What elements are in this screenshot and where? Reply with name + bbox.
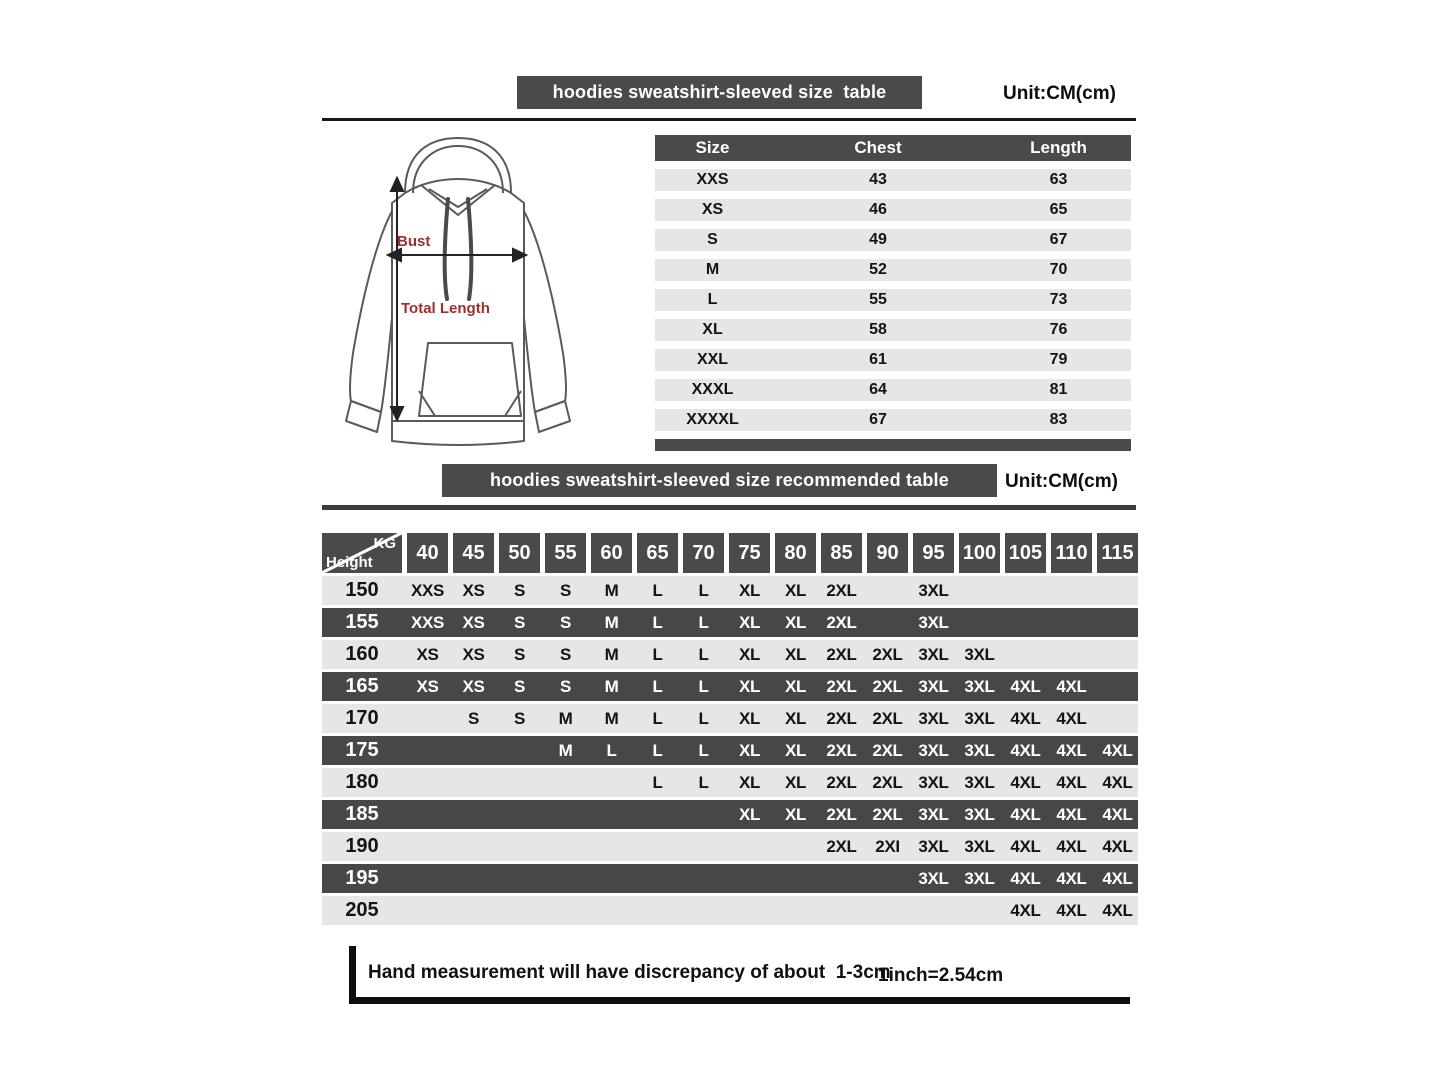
recommended-size-cell xyxy=(1005,608,1046,637)
weight-header-cell: 110 xyxy=(1051,533,1092,573)
recommended-size-cell xyxy=(407,736,448,765)
arrow-head-up xyxy=(391,178,403,191)
size-table-footer-bar xyxy=(655,439,1131,451)
recommended-size-cell xyxy=(867,608,908,637)
recommended-size-cell: 3XL xyxy=(964,709,995,728)
chest-cell: 52 xyxy=(869,261,887,278)
height-label-cell: 165 xyxy=(345,675,379,697)
weight-header-cell: 75 xyxy=(729,533,770,573)
corner-kg-label: KG xyxy=(373,535,396,552)
recommended-size-cell xyxy=(775,896,816,925)
recommended-size-cell: 4XL xyxy=(1010,901,1041,920)
recommended-size-cell: 2XL xyxy=(826,581,857,600)
recommended-size-cell xyxy=(545,832,586,861)
size-cell: M xyxy=(705,261,720,278)
column-header-chest: Chest xyxy=(854,138,902,157)
recommended-size-cell xyxy=(913,896,954,925)
recommended-size-cell xyxy=(545,896,586,925)
recommended-size-cell xyxy=(729,832,770,861)
weight-header-cell: 85 xyxy=(821,533,862,573)
recommended-size-cell: XL xyxy=(738,805,761,824)
recommended-size-cell: L xyxy=(698,677,709,696)
recommended-size-cell xyxy=(637,864,678,893)
recommended-size-cell xyxy=(453,832,494,861)
matrix-corner-cell xyxy=(322,533,402,573)
recommended-size-cell xyxy=(591,800,632,829)
recommended-size-cell xyxy=(1051,608,1092,637)
recommended-size-cell xyxy=(591,768,632,797)
recommended-size-cell xyxy=(499,864,540,893)
hoodie-pocket xyxy=(419,343,521,416)
matrix-row xyxy=(322,832,1138,861)
recommended-size-cell: 3XL xyxy=(918,709,949,728)
column-header-size: Size xyxy=(695,138,730,157)
recommended-size-cell: 4XL xyxy=(1102,773,1133,792)
weight-header-cell: 55 xyxy=(545,533,586,573)
recommended-size-cell: M xyxy=(604,645,619,664)
recommended-size-cell: L xyxy=(698,741,709,760)
recommended-size-cell xyxy=(821,896,862,925)
recommended-size-cell: XS xyxy=(462,581,485,600)
size-table-header-row xyxy=(655,135,1131,161)
recommended-size-cell xyxy=(1097,608,1138,637)
recommended-size-cell: 2XL xyxy=(872,709,903,728)
recommended-size-cell: XL xyxy=(784,773,807,792)
recommended-size-cell: 4XL xyxy=(1056,709,1087,728)
note-left-bar xyxy=(349,946,356,1004)
recommended-size-cell: S xyxy=(559,645,572,664)
size-cell: L xyxy=(707,291,718,308)
recommended-size-cell: XS xyxy=(462,645,485,664)
recommended-size-cell: 3XL xyxy=(964,773,995,792)
recommended-size-cell: 3XL xyxy=(964,805,995,824)
recommended-size-cell: XL xyxy=(784,677,807,696)
height-label-cell: 150 xyxy=(345,579,379,601)
recommended-size-cell: L xyxy=(698,581,709,600)
size-table xyxy=(655,135,1131,451)
recommended-size-cell: 2XL xyxy=(872,741,903,760)
length-cell: 83 xyxy=(1049,411,1068,428)
recommended-size-cell xyxy=(453,736,494,765)
recommended-size-cell: 2XI xyxy=(875,837,900,856)
matrix-body xyxy=(322,576,1138,925)
recommended-size-cell xyxy=(407,800,448,829)
weight-header-cell: 65 xyxy=(637,533,678,573)
recommended-size-cell xyxy=(1005,576,1046,605)
size-table-row xyxy=(655,409,1131,431)
matrix-row xyxy=(322,576,1138,605)
recommended-size-cell: L xyxy=(652,773,663,792)
measurement-note: Hand measurement will have discrepancy of about 1-3cm xyxy=(368,962,891,983)
recommended-size-cell: XL xyxy=(784,709,807,728)
recommended-size-cell: L xyxy=(698,613,709,632)
height-label-cell: 185 xyxy=(345,803,379,825)
size-cell: XXXL xyxy=(691,381,734,398)
recommended-size-cell: S xyxy=(513,645,526,664)
recommended-size-cell xyxy=(683,800,724,829)
size-table-title: hoodies sweatshirt-sleeved size table xyxy=(517,76,922,109)
chest-cell: 49 xyxy=(869,231,887,248)
recommended-size-cell: M xyxy=(604,581,619,600)
weight-header-cell: 100 xyxy=(959,533,1000,573)
recommended-size-cell: 4XL xyxy=(1056,741,1087,760)
recommended-size-cell: 4XL xyxy=(1056,837,1087,856)
recommended-size-cell xyxy=(729,864,770,893)
recommended-size-cell: L xyxy=(698,645,709,664)
recommended-size-cell: 3XL xyxy=(918,805,949,824)
weight-header-cell: 60 xyxy=(591,533,632,573)
length-cell: 76 xyxy=(1049,321,1068,338)
weight-header-cell: 105 xyxy=(1005,533,1046,573)
recommended-size-cell xyxy=(637,800,678,829)
inch-conversion-note: 1inch=2.54cm xyxy=(878,965,1004,986)
size-table-row xyxy=(655,169,1131,191)
weight-header-cell: 70 xyxy=(683,533,724,573)
recommended-size-cell: 2XL xyxy=(872,773,903,792)
recommended-size-cell xyxy=(453,800,494,829)
recommended-size-cell xyxy=(821,864,862,893)
recommended-size-cell: L xyxy=(698,773,709,792)
recommended-size-cell: S xyxy=(513,613,526,632)
recommended-size-cell xyxy=(499,896,540,925)
recommended-size-cell xyxy=(453,768,494,797)
bust-label: Bust xyxy=(397,233,431,250)
recommended-size-cell: 3XL xyxy=(964,645,995,664)
recommended-size-cell: 2XL xyxy=(826,645,857,664)
size-table-body xyxy=(655,169,1131,431)
recommended-size-cell: XXS xyxy=(410,581,445,600)
recommended-size-cell: 2XL xyxy=(826,613,857,632)
recommended-size-cell: 3XL xyxy=(918,741,949,760)
size-table-row xyxy=(655,319,1131,341)
recommended-size-cell: 2XL xyxy=(872,805,903,824)
recommended-size-cell: XS xyxy=(416,677,439,696)
recommended-size-cell: XL xyxy=(784,645,807,664)
recommended-size-cell xyxy=(1097,672,1138,701)
recommended-size-cell: 4XL xyxy=(1010,773,1041,792)
recommended-size-cell xyxy=(867,576,908,605)
matrix-row xyxy=(322,864,1138,893)
recommended-size-cell: 3XL xyxy=(964,837,995,856)
recommended-size-cell: 4XL xyxy=(1010,741,1041,760)
recommended-size-cell: 3XL xyxy=(918,837,949,856)
recommended-size-cell xyxy=(1051,640,1092,669)
recommended-size-cell: 3XL xyxy=(964,677,995,696)
recommended-size-cell: S xyxy=(559,613,572,632)
recommended-size-cell: XL xyxy=(738,581,761,600)
weight-header-cell: 80 xyxy=(775,533,816,573)
recommended-size-cell: 2XL xyxy=(826,805,857,824)
recommended-size-cell: 2XL xyxy=(826,773,857,792)
recommended-size-cell: S xyxy=(559,581,572,600)
note-bottom-line xyxy=(349,997,1130,1004)
recommended-size-cell xyxy=(591,864,632,893)
recommended-size-cell xyxy=(407,704,448,733)
recommended-size-cell: XL xyxy=(784,741,807,760)
size-cell: XS xyxy=(701,201,724,218)
matrix-row xyxy=(322,800,1138,829)
recommended-size-cell xyxy=(775,832,816,861)
recommended-size-cell xyxy=(1005,640,1046,669)
recommended-size-cell: 3XL xyxy=(964,741,995,760)
length-cell: 70 xyxy=(1049,261,1068,278)
size-table-row xyxy=(655,259,1131,281)
recommended-size-cell: 3XL xyxy=(918,773,949,792)
recommended-size-cell xyxy=(775,864,816,893)
recommended-size-cell: M xyxy=(604,709,619,728)
recommended-size-cell: XL xyxy=(784,581,807,600)
recommended-size-cell: 2XL xyxy=(872,645,903,664)
recommended-size-cell: 4XL xyxy=(1102,805,1133,824)
recommended-size-cell: S xyxy=(513,709,526,728)
recommended-size-cell xyxy=(499,736,540,765)
size-table-unit-label: Unit:CM(cm) xyxy=(1003,83,1116,104)
recommended-size-cell: 2XL xyxy=(826,677,857,696)
recommended-size-cell xyxy=(683,864,724,893)
length-cell: 65 xyxy=(1049,201,1068,218)
recommended-size-cell: L xyxy=(652,645,663,664)
recommended-size-matrix xyxy=(322,533,1138,925)
recommended-size-cell xyxy=(637,832,678,861)
recommended-size-cell xyxy=(683,832,724,861)
size-table-row xyxy=(655,289,1131,311)
chest-cell: 55 xyxy=(869,291,887,308)
recommended-size-cell: XS xyxy=(416,645,439,664)
height-label-cell: 175 xyxy=(345,739,379,761)
recommended-size-cell: 3XL xyxy=(918,677,949,696)
height-label-cell: 180 xyxy=(345,771,379,793)
recommended-size-cell: M xyxy=(604,613,619,632)
matrix-row xyxy=(322,896,1138,925)
recommended-size-cell xyxy=(407,896,448,925)
height-label-cell: 160 xyxy=(345,643,379,665)
recommended-size-cell xyxy=(499,832,540,861)
recommended-size-cell: 4XL xyxy=(1056,773,1087,792)
recommended-size-cell xyxy=(1097,640,1138,669)
height-label-cell: 205 xyxy=(345,899,379,921)
recommended-size-cell: XL xyxy=(784,805,807,824)
size-cell: S xyxy=(707,231,718,248)
recommended-size-cell: 4XL xyxy=(1056,805,1087,824)
height-label-cell: 170 xyxy=(345,707,379,729)
recommended-size-cell: 4XL xyxy=(1056,677,1087,696)
recommended-size-cell xyxy=(683,896,724,925)
size-cell: XL xyxy=(702,321,723,338)
recommended-size-cell: 4XL xyxy=(1102,901,1133,920)
length-cell: 73 xyxy=(1049,291,1068,308)
recommended-size-cell: L xyxy=(698,709,709,728)
size-table-row xyxy=(655,379,1131,401)
recommended-size-cell: 4XL xyxy=(1056,869,1087,888)
chest-cell: 61 xyxy=(869,351,887,368)
recommended-size-cell: XS xyxy=(462,613,485,632)
recommended-size-cell: 4XL xyxy=(1102,869,1133,888)
hoodie-hem-band xyxy=(392,421,524,445)
recommended-size-cell xyxy=(867,896,908,925)
matrix-row xyxy=(322,608,1138,637)
recommended-size-cell: 3XL xyxy=(918,581,949,600)
chest-cell: 67 xyxy=(869,411,887,428)
matrix-row xyxy=(322,672,1138,701)
recommended-size-cell xyxy=(591,896,632,925)
height-label-cell: 195 xyxy=(345,867,379,889)
chest-cell: 58 xyxy=(869,321,887,338)
recommended-size-cell: M xyxy=(558,709,573,728)
recommended-size-cell: XL xyxy=(738,741,761,760)
recommended-size-cell: L xyxy=(652,581,663,600)
matrix-header-row xyxy=(322,533,1138,573)
recommended-size-cell: 3XL xyxy=(918,869,949,888)
matrix-row xyxy=(322,768,1138,797)
divider-line-top xyxy=(322,118,1136,121)
weight-header-cell: 40 xyxy=(407,533,448,573)
chest-cell: 43 xyxy=(869,171,887,188)
recommended-size-cell: S xyxy=(513,581,526,600)
recommended-size-cell xyxy=(959,896,1000,925)
recommended-size-cell: S xyxy=(513,677,526,696)
size-cell: XXL xyxy=(696,351,729,368)
recommended-size-cell xyxy=(637,896,678,925)
recommended-table-title: hoodies sweatshirt-sleeved size recommended table xyxy=(442,464,997,497)
matrix-row xyxy=(322,640,1138,669)
recommended-size-cell xyxy=(407,864,448,893)
recommended-size-cell: M xyxy=(604,677,619,696)
recommended-size-cell: S xyxy=(559,677,572,696)
recommended-size-cell: 4XL xyxy=(1010,805,1041,824)
recommended-size-cell xyxy=(545,864,586,893)
column-header-length: Length xyxy=(1030,138,1087,157)
recommended-size-cell: 4XL xyxy=(1010,709,1041,728)
recommended-size-cell: 2XL xyxy=(872,677,903,696)
recommended-size-cell: M xyxy=(558,741,573,760)
recommended-table-unit-label: Unit:CM(cm) xyxy=(1005,471,1118,492)
weight-header-cell: 45 xyxy=(453,533,494,573)
corner-height-label: Height xyxy=(326,554,373,571)
hoodie-diagram xyxy=(335,133,625,458)
recommended-size-cell xyxy=(1097,704,1138,733)
recommended-size-cell: XL xyxy=(738,613,761,632)
weight-header-cell: 95 xyxy=(913,533,954,573)
chest-cell: 64 xyxy=(869,381,887,398)
matrix-row xyxy=(322,704,1138,733)
recommended-size-cell: L xyxy=(652,741,663,760)
recommended-size-cell: 2XL xyxy=(826,709,857,728)
recommended-size-cell: XS xyxy=(462,677,485,696)
size-table-row xyxy=(655,199,1131,221)
recommended-size-cell: 3XL xyxy=(964,869,995,888)
matrix-row xyxy=(322,736,1138,765)
recommended-size-cell: 4XL xyxy=(1010,677,1041,696)
length-cell: 67 xyxy=(1049,231,1068,248)
recommended-size-cell xyxy=(545,800,586,829)
recommended-size-cell: 4XL xyxy=(1102,741,1133,760)
recommended-size-cell: XL xyxy=(738,709,761,728)
recommended-size-cell xyxy=(545,768,586,797)
size-cell: XXS xyxy=(696,171,729,188)
recommended-size-cell: 4XL xyxy=(1010,837,1041,856)
chest-cell: 46 xyxy=(869,201,887,218)
weight-header-cell: 50 xyxy=(499,533,540,573)
weight-header-cell: 115 xyxy=(1097,533,1138,573)
recommended-size-cell xyxy=(407,768,448,797)
recommended-size-cell: 3XL xyxy=(918,645,949,664)
recommended-size-cell xyxy=(407,832,448,861)
length-cell: 79 xyxy=(1049,351,1068,368)
recommended-size-cell xyxy=(867,864,908,893)
recommended-size-cell xyxy=(1097,576,1138,605)
size-cell: XXXXL xyxy=(686,411,739,428)
recommended-size-cell: L xyxy=(652,613,663,632)
recommended-size-cell xyxy=(1051,576,1092,605)
recommended-size-cell xyxy=(453,864,494,893)
recommended-size-cell: 4XL xyxy=(1056,901,1087,920)
recommended-size-cell xyxy=(729,896,770,925)
recommended-size-cell: S xyxy=(467,709,480,728)
recommended-size-cell xyxy=(453,896,494,925)
recommended-size-cell xyxy=(591,832,632,861)
length-cell: 63 xyxy=(1049,171,1068,188)
recommended-size-cell xyxy=(959,576,1000,605)
total-length-label: Total Length xyxy=(401,300,490,317)
size-table-row xyxy=(655,349,1131,371)
recommended-size-cell: 4XL xyxy=(1010,869,1041,888)
recommended-size-cell: 4XL xyxy=(1102,837,1133,856)
recommended-size-cell xyxy=(499,800,540,829)
recommended-size-cell: L xyxy=(652,677,663,696)
weight-header-cell: 90 xyxy=(867,533,908,573)
height-label-cell: 155 xyxy=(345,611,379,633)
length-cell: 81 xyxy=(1049,381,1068,398)
recommended-size-cell: 3XL xyxy=(918,613,949,632)
size-table-row xyxy=(655,229,1131,251)
recommended-size-cell: L xyxy=(652,709,663,728)
recommended-size-cell: XL xyxy=(784,613,807,632)
recommended-size-cell xyxy=(959,608,1000,637)
recommended-size-cell: L xyxy=(606,741,617,760)
height-label-cell: 190 xyxy=(345,835,379,857)
recommended-size-cell: 2XL xyxy=(826,837,857,856)
recommended-size-cell: XL xyxy=(738,645,761,664)
recommended-size-cell: XL xyxy=(738,773,761,792)
recommended-size-cell: 2XL xyxy=(826,741,857,760)
recommended-size-cell: XXS xyxy=(410,613,445,632)
recommended-size-cell xyxy=(499,768,540,797)
divider-line-middle xyxy=(322,505,1136,510)
recommended-size-cell: XL xyxy=(738,677,761,696)
